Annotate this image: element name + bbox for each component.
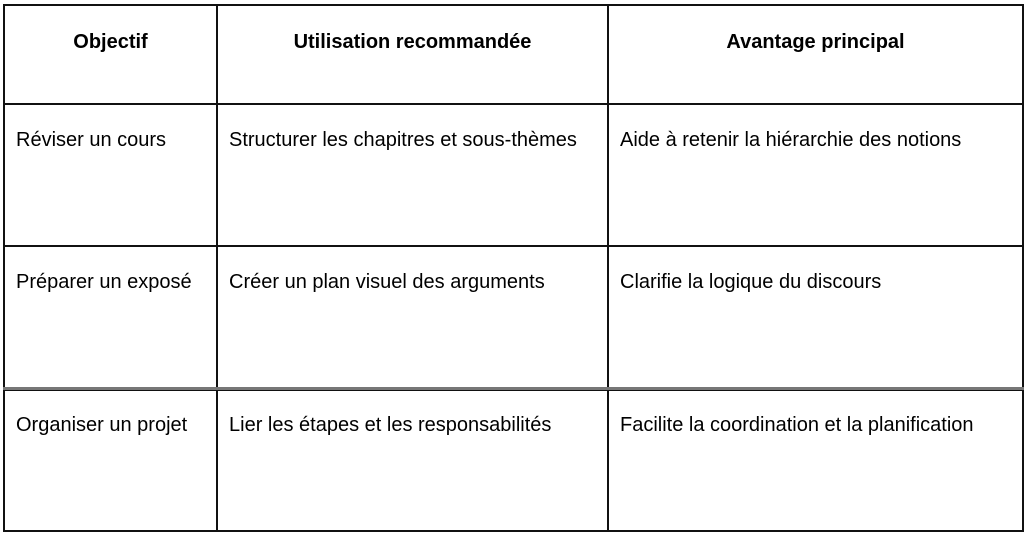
table-row [4,246,1023,388]
cell-objectif: Réviser un cours [4,104,217,246]
cell-avantage: Aide à retenir la hiérarchie des notions [608,104,1023,246]
header-row [4,5,1023,104]
table-row [4,388,1023,531]
cell-avantage: Clarifie la logique du discours [608,246,1023,388]
cell-utilisation: Lier les étapes et les responsabilités [217,388,608,531]
cell-objectif: Organiser un projet [4,388,217,531]
comparison-table [3,4,1024,532]
table-row [4,104,1023,246]
header-utilisation: Utilisation recommandée [217,5,608,104]
cell-avantage: Facilite la coordination et la planification [608,388,1023,531]
cell-utilisation: Structurer les chapitres et sous-thèmes [217,104,608,246]
header-objectif: Objectif [4,5,217,104]
header-avantage: Avantage principal [608,5,1023,104]
cell-objectif: Préparer un exposé [4,246,217,388]
cell-utilisation: Créer un plan visuel des arguments [217,246,608,388]
